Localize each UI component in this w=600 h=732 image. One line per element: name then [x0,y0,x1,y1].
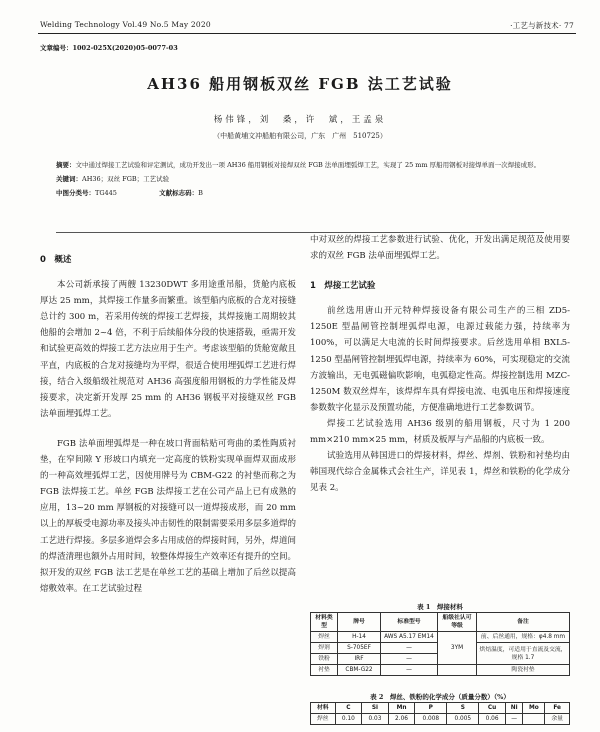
table-cell: S-705EF [338,643,381,654]
body-paragraph: FGB 法单面埋弧焊是一种在坡口背面粘贴可弯曲的柔性陶质衬垫，在窄间隙 Y 形坡口内填充一定高度的铁粉实现单面焊双面成形的一种高效埋弧焊工艺，因使用牌号为 CBM-G22 的衬垫而称之为 FGB 法焊接工艺。单丝 FGB 法焊接工艺在公司产品上已有成熟的应用，13~20 mm 厚钢板的对接缝可以一道焊接成形，而 20 mm 以上的厚板受电源功率及接头冲击韧性的限制需要采用多层多道焊的工艺进行焊接。多层多道焊会多占用成倍的焊接时间，另外，焊道间的焊渣清理也额外占用时间，较整体焊接生产效率还有提升的空间。拟开发的双丝 FGB 法工艺是在单丝工艺的基础上增加了后丝以提高熔敷效率。在工艺试验过程 [40,438,296,594]
table-cell: 2.06 [388,714,415,725]
keywords-label: 关键词： [56,175,82,183]
table-row [311,714,570,725]
table-header-cell: Mn [388,703,415,714]
file-number: 文章编号：1002-025X(2020)05-0077-03 [40,44,178,52]
table-cell: 焊丝 [311,714,336,725]
table-cell: — [381,665,438,676]
table-cell: 焊剂 [311,643,338,654]
table-header-cell: Fe [545,703,570,714]
table-cell: CBM-G22 [338,665,381,676]
header-rule [38,33,576,34]
body-paragraph: 试验选用从韩国进口的焊接材料，焊丝、焊剂、铁粉和衬垫均由韩国现代综合金属株式会社生产，详见表 1，焊丝和铁粉的化学成分见表 2。 [310,451,570,494]
body-paragraph: 本公司新承接了两艘 13230DWT 多用途重吊船，货舱内底板厚达 25 mm，其焊接工作量多而繁重。该型船内底板的合龙对接缝总计约 300 m，若采用传统的焊接工艺焊接，其焊接施工周期较其他船的会增加 2~4 倍，不利于后续船体分段的快速搭载，亟需开发和试验更高效的焊接工艺方法应用于生产。考虑该型船的货舱宽敞且平直，内底板的合龙对接缝均为平焊，很适合使用埋弧焊工艺进行焊接，结合入级船级社规范对 AH36 高强度船用钢板的力学性能及焊接要求，决定新开发厚 25 mm 的 AH36 钢板平对接缝双丝 FGB 法单面埋弧焊工艺。 [40,280,296,419]
right-column [310,232,570,496]
body-paragraph: 焊接工艺试验选用 AH36 级别的船用钢板，尺寸为 1 200 mm×210 mm×25 mm，材质及板厚与产品船的内底板一致。 [310,418,570,446]
table-header-cell: C [335,703,362,714]
table-1 [310,612,570,676]
table-cell: — [381,643,438,654]
table-header-cell: S [447,703,479,714]
table-cell: 3YM [438,632,477,665]
table-header-cell: 牌号 [338,613,381,632]
table-cell: 0.03 [362,714,389,725]
table-1-caption: 表 1 焊接材料 [417,603,463,611]
table-cell: 0.008 [415,714,447,725]
table-cell: — [505,714,523,725]
doc-code-value: B [198,189,203,197]
abstract-block [56,158,546,200]
table-2-caption: 表 2 焊丝、铁粉的化学成分（质量分数）（%） [370,693,510,701]
table-cell: 陶瓷衬垫 [477,665,570,676]
table-cell [438,665,477,676]
abstract [56,158,546,172]
affiliation: （中船黄埔文冲船舶有限公司，广东 广州 510725） [213,132,387,140]
authors: 杨伟锋，刘 桑，许 斌，王孟泉 [213,115,387,125]
table-cell: 衬垫 [311,665,338,676]
table-cell: IRF [338,654,381,665]
table-header-cell: 标准型号 [381,613,438,632]
table-cell: 铁粉 [311,654,338,665]
table-header-row [311,613,570,632]
table-row [311,665,570,676]
table-cell [523,714,545,725]
table-header-cell: 材料类型 [311,613,338,632]
clc-label: 中图分类号： [56,189,95,197]
table-header-cell: Cu [479,703,506,714]
table-header-cell: Mo [523,703,545,714]
table-cell: — [381,654,438,665]
doc-code-label: 文献标志码： [159,189,199,197]
table-cell: 0.10 [335,714,362,725]
abstract-text: 文中通过焊接工艺试验和评定测试，成功开发出一项 AH36 船用钢板对接焊双丝 FGB 法单面埋弧焊工艺，实现了 25 mm 厚船用钢板对接焊单面一次焊接成形。 [75,161,541,169]
body-paragraph: 前丝选用唐山开元特种焊接设备有限公司生产的三相 ZD5-1250E 型晶闸管控制埋弧焊电源，电源过载能力强，持续率为 100%，可以满足大电流的长时间焊接要求。后丝选用单相 BXL5-1250 型晶闸管控制埋弧焊电源，持续率为 60%，可实现稳定的交流方波输出，无电弧磁偏吹影响，电弧稳定性高。焊接控制选用 MZC-1250M 数双丝焊车，该焊焊车具有焊接电流、电弧电压和焊接速度参数数字化显示及预置功能，方便准确地进行工艺参数调节。 [310,306,570,413]
table-header-cell: Ni [505,703,523,714]
keywords [56,172,546,186]
abstract-label: 摘要： [56,161,76,169]
running-header-left: Welding Technology Vol.49 No.5 May 2020 [40,20,211,29]
table-cell: 余量 [545,714,570,725]
table-row [311,632,570,643]
table-cell: 前、后丝通用，规格：φ4.8 mm [477,632,570,643]
table-header-cell: 材料 [311,703,336,714]
table-header-row [311,703,570,714]
left-column [40,252,296,597]
section-0-heading: 0 概述 [40,255,72,265]
table-cell: 烘焙温度，可适用于直流及交流，规格 1.7 [477,643,570,665]
table-header-cell: P [415,703,447,714]
table-cell: 0.06 [479,714,506,725]
paper-title: AH36 船用钢板双丝 FGB 法工艺试验 [147,75,453,93]
table-header-cell: Si [362,703,389,714]
keywords-text: AH36；双丝 FGB；工艺试验 [82,175,170,183]
table-cell: 0.005 [447,714,479,725]
table-cell: 焊丝 [311,632,338,643]
section-1-heading: 1 焊接工艺试验 [310,281,376,292]
running-header-right: ·工艺与新技术· 77 [510,21,574,30]
body-paragraph: 中对双丝的焊接工艺参数进行试验、优化，开发出满足规范及使用要求的双丝 FGB 法单面埋弧焊工艺。 [310,235,570,262]
clc-value: TG445 [95,189,117,197]
table-2 [310,702,570,725]
table-cell: AWS A5.17 EM14 [381,632,438,643]
classification [56,186,546,200]
table-header-cell: 船级社认可等级 [438,613,477,632]
table-cell: H-14 [338,632,381,643]
table-header-cell: 备注 [477,613,570,632]
